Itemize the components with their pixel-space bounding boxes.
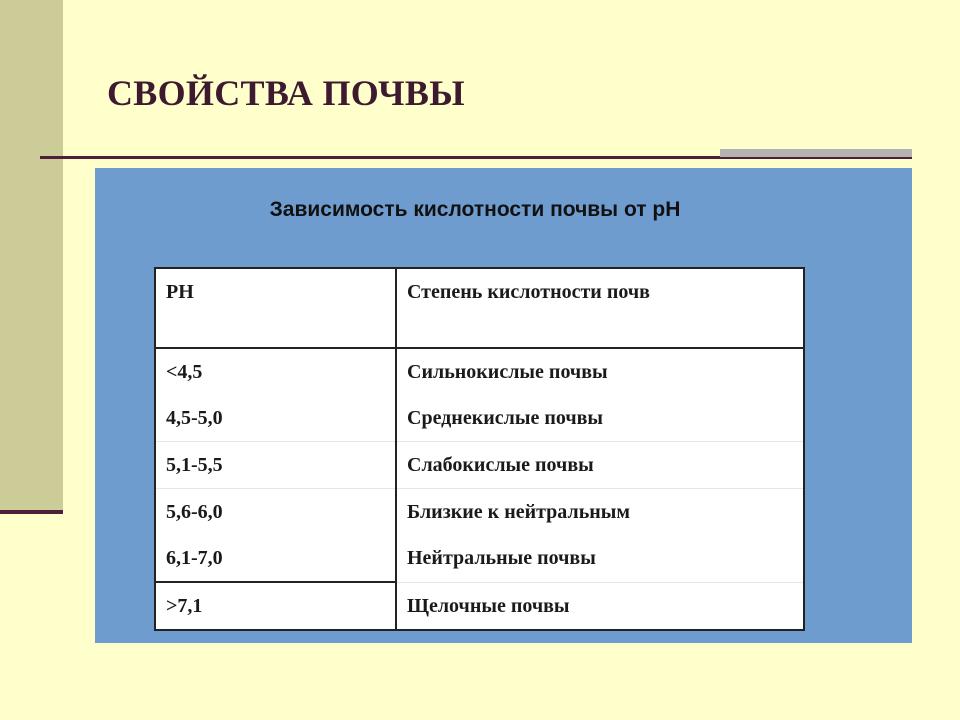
header-degree: Степень кислотности почв (407, 281, 650, 303)
ph-value: 5,1-5,5 (166, 454, 223, 476)
degree-value: Среднекислые почвы (407, 407, 604, 429)
degree-value: Близкие к нейтральным (407, 501, 631, 523)
degree-cell (396, 489, 804, 583)
ph-cell (155, 442, 396, 489)
ph-value: <4,5 (166, 361, 203, 383)
degree-cell (396, 442, 804, 489)
table-row (155, 348, 804, 442)
table-row (155, 582, 804, 630)
ph-value: 6,1-7,0 (166, 547, 223, 569)
ph-value: 5,6-6,0 (166, 501, 223, 523)
ph-value: >7,1 (166, 595, 203, 617)
left-decor-rule (0, 510, 63, 514)
ph-value: 4,5-5,0 (166, 407, 223, 429)
header-ph: PH (155, 268, 396, 348)
ph-acidity-table (154, 267, 805, 631)
table-header-row (155, 268, 804, 348)
degree-cell (396, 348, 804, 442)
gray-accent-strip (720, 149, 912, 157)
content-panel (95, 168, 912, 643)
slide-title: СВОЙСТВА ПОЧВЫ (107, 73, 465, 113)
left-decor-bar (0, 0, 63, 512)
ph-cell (155, 489, 396, 583)
table-row (155, 489, 804, 583)
ph-cell (155, 582, 396, 630)
degree-value: Нейтральные почвы (407, 547, 596, 569)
degree-value: Сильнокислые почвы (407, 361, 608, 383)
degree-value: Слабокислые почвы (407, 454, 594, 476)
degree-cell (396, 582, 804, 630)
table-caption: Зависимость кислотности почвы от pH (269, 198, 681, 221)
degree-value: Щелочные почвы (407, 594, 570, 617)
table-row (155, 442, 804, 489)
ph-cell (155, 348, 396, 442)
